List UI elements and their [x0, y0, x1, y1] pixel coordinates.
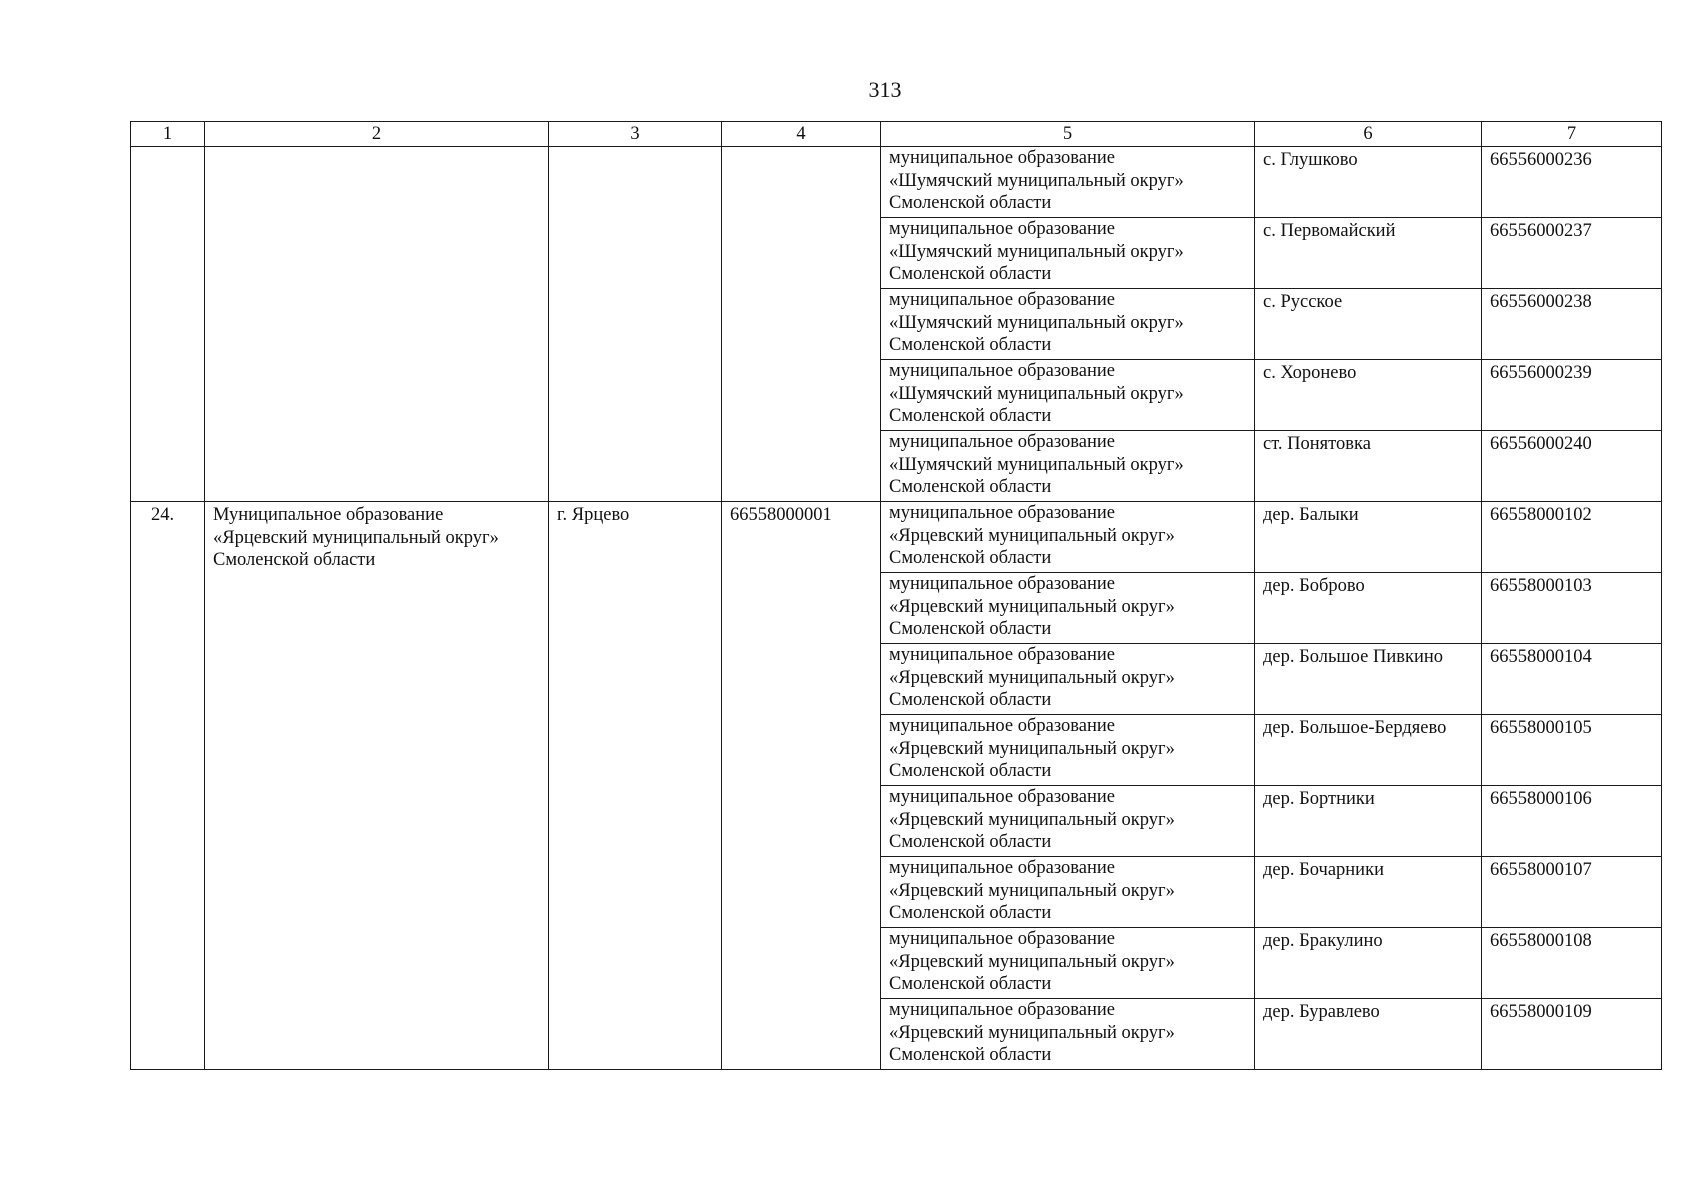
settlement-cell: [1255, 147, 1482, 218]
admin-center-code-cell-text: 66558000001: [730, 505, 832, 525]
municipality-cell: [881, 928, 1255, 999]
number-cell: [131, 502, 205, 1070]
municipality-line: «Ярцевский муниципальный округ»: [889, 951, 1175, 972]
municipality-line: муниципальное образование: [889, 361, 1116, 381]
municipality-line: «Шумячский муниципальный округ»: [889, 312, 1184, 333]
settlement-cell: [1255, 573, 1482, 644]
municipality-cell: [881, 999, 1255, 1070]
admin-center-code-cell: [722, 147, 881, 502]
municipality-line: «Ярцевский муниципальный округ»: [889, 667, 1175, 688]
oktmo-code-cell-text: 66558000108: [1490, 931, 1592, 951]
municipality-line: муниципальное образование: [889, 787, 1116, 807]
oktmo-code-cell-text: 66558000106: [1490, 789, 1592, 809]
settlement-cell-text: дер. Бочарники: [1263, 860, 1384, 880]
municipality-line: Смоленской области: [889, 264, 1052, 284]
settlement-cell-text: дер. Балыки: [1263, 505, 1359, 525]
municipality-line: муниципальное образование: [889, 432, 1116, 452]
municipality-cell: [881, 715, 1255, 786]
municipality-line: муниципальное образование: [889, 574, 1116, 594]
municipality-line: Смоленской области: [889, 1045, 1052, 1065]
municipality-line: Смоленской области: [889, 335, 1052, 355]
settlement-cell: [1255, 431, 1482, 502]
municipality-name-line: «Ярцевский муниципальный округ»: [213, 527, 499, 548]
municipality-line: «Ярцевский муниципальный округ»: [889, 1022, 1175, 1043]
table-row: [131, 147, 1662, 218]
municipality-line: «Шумячский муниципальный округ»: [889, 383, 1184, 404]
municipality-line: Смоленской области: [889, 619, 1052, 639]
column-header: 5: [881, 122, 1255, 147]
admin-center-cell-text: г. Ярцево: [557, 505, 630, 525]
municipality-line: муниципальное образование: [889, 148, 1116, 168]
settlement-cell: [1255, 360, 1482, 431]
oktmo-code-cell: [1482, 928, 1662, 999]
column-header: 3: [549, 122, 722, 147]
oktmo-code-cell: [1482, 147, 1662, 218]
municipality-line: «Ярцевский муниципальный округ»: [889, 880, 1175, 901]
municipality-cell: [881, 431, 1255, 502]
municipality-name-line: Муниципальное образование: [213, 505, 444, 525]
municipality-cell: [881, 289, 1255, 360]
column-header: 2: [205, 122, 549, 147]
oktmo-code-cell-text: 66558000107: [1490, 860, 1592, 880]
municipality-line: Смоленской области: [889, 832, 1052, 852]
municipality-cell: [881, 786, 1255, 857]
oktmo-code-cell-text: 66558000103: [1490, 576, 1592, 596]
settlement-cell-text: с. Глушково: [1263, 150, 1358, 170]
oktmo-code-cell-text: 66556000238: [1490, 292, 1592, 312]
settlement-cell-text: дер. Боброво: [1263, 576, 1365, 596]
municipality-line: «Шумячский муниципальный округ»: [889, 170, 1184, 191]
settlement-cell: [1255, 644, 1482, 715]
oktmo-code-cell-text: 66556000239: [1490, 363, 1592, 383]
oktmo-code-cell: [1482, 715, 1662, 786]
oktmo-code-cell-text: 66558000104: [1490, 647, 1592, 667]
oktmo-code-cell: [1482, 360, 1662, 431]
municipality-line: «Шумячский муниципальный округ»: [889, 241, 1184, 262]
municipality-line: «Ярцевский муниципальный округ»: [889, 525, 1175, 546]
municipality-cell: [881, 218, 1255, 289]
oktmo-code-cell-text: 66558000105: [1490, 718, 1592, 738]
settlements-table: [130, 121, 1662, 1070]
oktmo-code-cell: [1482, 431, 1662, 502]
column-header: 7: [1482, 122, 1662, 147]
municipality-line: Смоленской области: [889, 548, 1052, 568]
oktmo-code-cell-text: 66556000240: [1490, 434, 1592, 454]
settlement-cell: [1255, 999, 1482, 1070]
municipality-line: Смоленской области: [889, 761, 1052, 781]
municipality-line: муниципальное образование: [889, 858, 1116, 878]
municipality-cell: [881, 360, 1255, 431]
table-header: [131, 122, 1662, 147]
municipality-line: Смоленской области: [889, 903, 1052, 923]
table-body: [131, 147, 1662, 1070]
oktmo-code-cell: [1482, 289, 1662, 360]
settlement-cell-text: дер. Большое-Бердяево: [1263, 718, 1447, 738]
municipality-line: муниципальное образование: [889, 645, 1116, 665]
municipality-line: Смоленской области: [889, 193, 1052, 213]
municipality-line: «Шумячский муниципальный округ»: [889, 454, 1184, 475]
settlement-cell-text: с. Русское: [1263, 292, 1343, 312]
settlement-cell-text: с. Хоронево: [1263, 363, 1357, 383]
municipality-line: «Ярцевский муниципальный округ»: [889, 809, 1175, 830]
oktmo-code-cell-text: 66558000109: [1490, 1002, 1592, 1022]
municipality-line: Смоленской области: [889, 406, 1052, 426]
settlement-cell-text: дер. Буравлево: [1263, 1002, 1380, 1022]
settlement-cell-text: дер. Бортники: [1263, 789, 1375, 809]
number-cell: [131, 147, 205, 502]
table-row: [131, 502, 1662, 573]
municipality-cell: [881, 573, 1255, 644]
header-row: [131, 122, 1662, 147]
settlement-cell-text: ст. Понятовка: [1263, 434, 1371, 454]
oktmo-code-cell: [1482, 502, 1662, 573]
municipality-name-line: Смоленской области: [213, 550, 376, 570]
oktmo-code-cell: [1482, 644, 1662, 715]
settlement-cell-text: дер. Бракулино: [1263, 931, 1383, 951]
municipality-line: муниципальное образование: [889, 503, 1116, 523]
municipality-cell: [881, 644, 1255, 715]
settlement-cell-text: дер. Большое Пивкино: [1263, 647, 1444, 667]
oktmo-code-cell-text: 66556000237: [1490, 221, 1592, 241]
municipality-name-cell: [205, 502, 549, 1070]
oktmo-code-cell-text: 66558000102: [1490, 505, 1592, 525]
municipality-line: муниципальное образование: [889, 219, 1116, 239]
oktmo-code-cell: [1482, 573, 1662, 644]
oktmo-code-cell: [1482, 786, 1662, 857]
municipality-line: муниципальное образование: [889, 1000, 1116, 1020]
municipality-cell: [881, 857, 1255, 928]
column-header: 1: [131, 122, 205, 147]
page-number: 313: [868, 77, 902, 102]
column-header: 4: [722, 122, 881, 147]
settlement-cell: [1255, 786, 1482, 857]
municipality-cell: [881, 147, 1255, 218]
oktmo-code-cell: [1482, 857, 1662, 928]
oktmo-code-cell-text: 66556000236: [1490, 150, 1592, 170]
municipality-line: Смоленской области: [889, 477, 1052, 497]
oktmo-code-cell: [1482, 999, 1662, 1070]
settlement-cell-text: с. Первомайский: [1263, 221, 1396, 241]
settlement-cell: [1255, 502, 1482, 573]
admin-center-cell: [549, 502, 722, 1070]
municipality-name-cell: [205, 147, 549, 502]
municipality-line: «Ярцевский муниципальный округ»: [889, 738, 1175, 759]
admin-center-code-cell: [722, 502, 881, 1070]
municipality-line: муниципальное образование: [889, 929, 1116, 949]
municipality-line: «Ярцевский муниципальный округ»: [889, 596, 1175, 617]
settlement-cell: [1255, 715, 1482, 786]
municipality-line: муниципальное образование: [889, 716, 1116, 736]
municipality-line: Смоленской области: [889, 690, 1052, 710]
municipality-line: муниципальное образование: [889, 290, 1116, 310]
settlement-cell: [1255, 857, 1482, 928]
municipality-line: Смоленской области: [889, 974, 1052, 994]
column-header: 6: [1255, 122, 1482, 147]
settlement-cell: [1255, 928, 1482, 999]
number-cell-text: 24.: [151, 505, 175, 525]
settlement-cell: [1255, 218, 1482, 289]
admin-center-cell: [549, 147, 722, 502]
oktmo-code-cell: [1482, 218, 1662, 289]
municipality-cell: [881, 502, 1255, 573]
settlement-cell: [1255, 289, 1482, 360]
